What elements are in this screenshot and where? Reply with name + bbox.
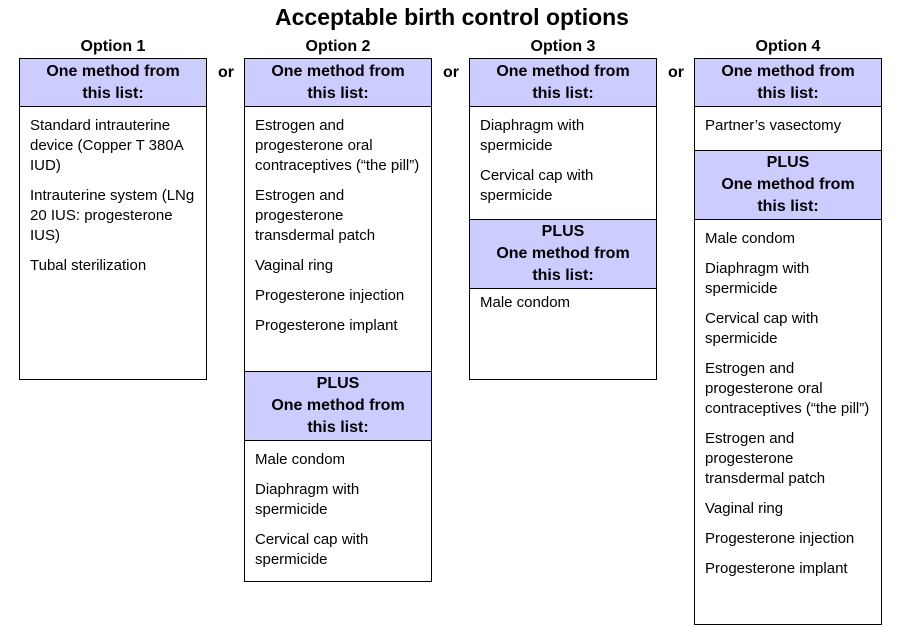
or-separator-2: or: [443, 64, 459, 81]
option-2-box: [244, 58, 432, 582]
plus-header-line-2: this list:: [307, 419, 369, 436]
option-1-label: Option 1: [80, 38, 146, 55]
list-item: Estrogen and progesterone oral contraceptives (“the pill”): [705, 360, 870, 417]
option-3-header: [470, 59, 656, 107]
option-1-header: [20, 59, 206, 107]
plus-label: PLUS: [766, 154, 810, 171]
list-item: Male condom: [480, 294, 571, 311]
list-item: Progesterone implant: [705, 560, 848, 577]
list-item: Estrogen and progesterone transdermal patch: [255, 187, 376, 244]
list-item: Diaphragm with spermicide: [705, 260, 810, 297]
list-item: Male condom: [705, 230, 796, 247]
plus-header-line-2: this list:: [757, 198, 819, 215]
list-item: Cervical cap with spermicide: [255, 531, 369, 568]
list-item: Intrauterine system (LNg 20 IUS: progesterone IUS): [30, 187, 195, 244]
or-separator-3: or: [668, 64, 684, 81]
header-line-1: One method from: [271, 62, 405, 80]
list-item: Standard intrauterine device (Copper T 380A IUD): [30, 117, 183, 174]
header-line-2: this list:: [82, 84, 144, 102]
list-item: Estrogen and progesterone oral contraceptives (“the pill”): [255, 117, 420, 174]
option-3-box: [469, 58, 657, 380]
list-item: Vaginal ring: [705, 500, 784, 517]
option-1-box: [19, 58, 207, 380]
list-item: Vaginal ring: [255, 257, 334, 274]
plus-header-line-1: One method from: [496, 245, 630, 262]
list-item: Estrogen and progesterone transdermal patch: [705, 430, 826, 487]
option-2-plus-list: [245, 441, 431, 570]
option-4-plus-list: [695, 220, 881, 579]
option-3-label: Option 3: [530, 38, 596, 55]
header-line-1: One method from: [46, 62, 180, 80]
option-1-list: [20, 107, 206, 276]
list-item: Cervical cap with spermicide: [705, 310, 819, 347]
option-4-label: Option 4: [755, 38, 821, 55]
list-item: Progesterone implant: [255, 317, 398, 334]
plus-label: PLUS: [316, 375, 360, 392]
page-title: Acceptable birth control options: [275, 4, 629, 30]
option-2-header: [245, 59, 431, 107]
list-item: Diaphragm with spermicide: [480, 117, 585, 154]
option-4-list: [695, 107, 881, 150]
header-line-2: this list:: [757, 84, 819, 102]
header-line-2: this list:: [307, 84, 369, 102]
plus-header-line-1: One method from: [721, 176, 855, 193]
header-line-1: One method from: [496, 62, 630, 80]
option-4-header: [695, 59, 881, 107]
option-2-list: [245, 107, 431, 371]
list-item: Tubal sterilization: [30, 257, 147, 274]
list-item: Cervical cap with spermicide: [480, 167, 594, 204]
list-item: Progesterone injection: [255, 287, 405, 304]
option-2-label: Option 2: [305, 38, 371, 55]
header-line-2: this list:: [532, 84, 594, 102]
option-3-plus-header: [470, 219, 656, 289]
list-item: Partner’s vasectomy: [705, 117, 842, 134]
option-4-plus-header: [695, 150, 881, 220]
option-4-box: [694, 58, 882, 625]
plus-header-line-1: One method from: [271, 397, 405, 414]
or-separator-1: or: [218, 64, 234, 81]
list-item: Diaphragm with spermicide: [255, 481, 360, 518]
option-3-plus-list: [470, 289, 656, 313]
plus-label: PLUS: [541, 223, 585, 240]
list-item: Progesterone injection: [705, 530, 855, 547]
list-item: Male condom: [255, 451, 346, 468]
header-line-1: One method from: [721, 62, 855, 80]
option-2-plus-header: [245, 371, 431, 441]
option-3-list: [470, 107, 656, 219]
plus-header-line-2: this list:: [532, 267, 594, 284]
